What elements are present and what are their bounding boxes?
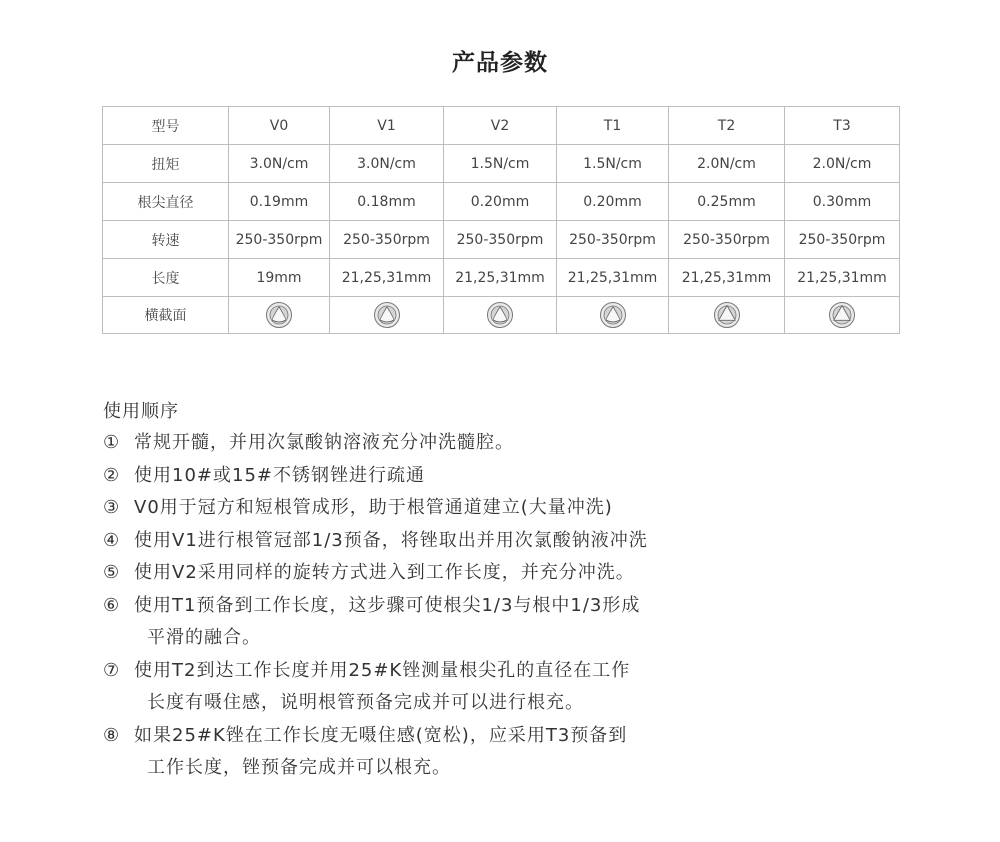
table-cell: 0.18mm	[330, 183, 444, 221]
table-row-cross-section	[103, 297, 900, 334]
usage-step	[103, 590, 903, 655]
step-line	[103, 492, 903, 525]
step-number: ③	[103, 497, 121, 518]
triangle-cross-section-icon	[828, 301, 856, 329]
step-line	[103, 655, 903, 688]
step-number: ⑦	[103, 659, 121, 681]
rounded-triangle-cross-section-icon	[486, 301, 514, 329]
table-cell	[785, 297, 900, 334]
step-text: 使用T2到达工作长度并用25#K锉测量根尖孔的直径在工作	[134, 659, 631, 681]
usage-instructions	[103, 396, 903, 785]
table-cell: 0.20mm	[557, 183, 669, 221]
step-line	[103, 720, 903, 753]
step-number: ①	[103, 432, 121, 453]
step-text-continuation: 工作长度，锉预备完成并可以根充。	[147, 757, 451, 778]
table-cell: 1.5N/cm	[444, 145, 557, 183]
step-line	[103, 590, 903, 623]
table-cell: 0.30mm	[785, 183, 900, 221]
table-cell: 21,25,31mm	[557, 259, 669, 297]
usage-step	[103, 557, 903, 590]
table-cell: 19mm	[229, 259, 330, 297]
row-label: 根尖直径	[103, 183, 229, 221]
usage-step	[103, 525, 903, 558]
row-label: 横截面	[103, 297, 229, 334]
table-cell: 21,25,31mm	[669, 259, 785, 297]
table-cell: 21,25,31mm	[444, 259, 557, 297]
table-cell: 2.0N/cm	[669, 145, 785, 183]
step-text: 如果25#K锉在工作长度无嗫住感(宽松)，应采用T3预备到	[134, 724, 628, 746]
rounded-triangle-cross-section-icon	[373, 301, 401, 329]
step-text: V0用于冠方和短根管成形，助于根管通道建立(大量冲洗)	[134, 497, 613, 518]
step-line	[103, 427, 903, 460]
table-row-speed	[103, 221, 900, 259]
table-cell: 21,25,31mm	[785, 259, 900, 297]
usage-step	[103, 720, 903, 785]
table-cell: 250-350rpm	[229, 221, 330, 259]
table-row-model	[103, 107, 900, 145]
table-cell: V2	[444, 107, 557, 145]
rounded-triangle-cross-section-icon	[265, 301, 293, 329]
step-number: ②	[103, 464, 121, 486]
table-cell: 21,25,31mm	[330, 259, 444, 297]
table-row-tip-diameter	[103, 183, 900, 221]
step-number: ④	[103, 529, 121, 551]
usage-heading: 使用顺序	[103, 401, 179, 422]
table-cell: 250-350rpm	[330, 221, 444, 259]
row-label: 转速	[103, 221, 229, 259]
table-row-torque	[103, 145, 900, 183]
table-cell: 3.0N/cm	[229, 145, 330, 183]
step-line	[103, 460, 903, 493]
step-text: 使用V1进行根管冠部1/3预备，将锉取出并用次氯酸钠液冲洗	[134, 529, 648, 551]
table-cell: T2	[669, 107, 785, 145]
table-cell	[229, 297, 330, 334]
table-cell	[557, 297, 669, 334]
table-cell	[444, 297, 557, 334]
page-title: 产品参数	[452, 50, 548, 76]
step-number: ⑤	[103, 562, 121, 583]
table-cell: 3.0N/cm	[330, 145, 444, 183]
table-cell: 1.5N/cm	[557, 145, 669, 183]
step-line	[103, 557, 903, 590]
table-cell: 0.19mm	[229, 183, 330, 221]
row-label: 扭矩	[103, 145, 229, 183]
table-cell: 250-350rpm	[785, 221, 900, 259]
table-cell: 0.25mm	[669, 183, 785, 221]
step-number: ⑧	[103, 724, 121, 746]
row-label: 长度	[103, 259, 229, 297]
step-text-continuation: 平滑的融合。	[147, 627, 261, 648]
table-cell	[330, 297, 444, 334]
table-cell: 250-350rpm	[557, 221, 669, 259]
usage-step	[103, 427, 903, 460]
step-text: 使用10#或15#不锈钢锉进行疏通	[134, 464, 425, 486]
step-number: ⑥	[103, 594, 121, 616]
usage-step	[103, 655, 903, 720]
table-row-length	[103, 259, 900, 297]
table-cell: 250-350rpm	[669, 221, 785, 259]
table-cell: 250-350rpm	[444, 221, 557, 259]
table-cell	[669, 297, 785, 334]
step-text: 常规开髓，并用次氯酸钠溶液充分冲洗髓腔。	[134, 432, 514, 453]
table-cell: 0.20mm	[444, 183, 557, 221]
table-cell: T1	[557, 107, 669, 145]
step-text: 使用V2采用同样的旋转方式进入到工作长度，并充分冲洗。	[134, 562, 635, 583]
step-line	[103, 525, 903, 558]
product-spec-table	[102, 106, 900, 334]
table-cell: V1	[330, 107, 444, 145]
step-text: 使用T1预备到工作长度，这步骤可使根尖1/3与根中1/3形成	[134, 594, 641, 616]
table-cell: V0	[229, 107, 330, 145]
row-label: 型号	[103, 107, 229, 145]
step-text-continuation: 长度有嗫住感，说明根管预备完成并可以进行根充。	[147, 692, 584, 713]
usage-step	[103, 460, 903, 493]
usage-step	[103, 492, 903, 525]
rounded-triangle-cross-section-icon	[599, 301, 627, 329]
triangle-cross-section-icon	[713, 301, 741, 329]
table-cell: T3	[785, 107, 900, 145]
table-cell: 2.0N/cm	[785, 145, 900, 183]
